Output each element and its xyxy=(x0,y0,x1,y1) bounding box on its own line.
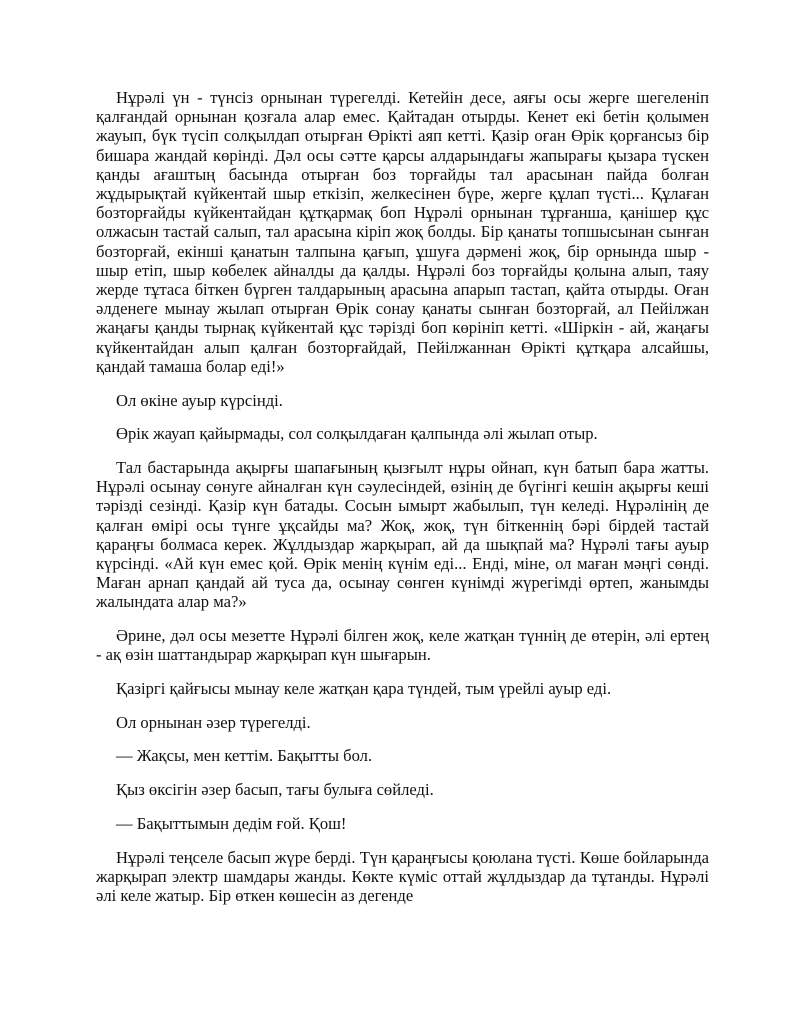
dialogue-line-1: — Жақсы, мен кеттім. Бақытты бол. xyxy=(116,746,373,766)
paragraph-5: Әрине, дәл осы мезетте Нұрәлі білген жоқ, келе жатқан түннің де өтерін, әлі ертең - ақ өзін шаттандырар жарқырап күн шығарын. xyxy=(96,626,709,665)
paragraph-9: Қыз өксігін әзер басып, тағы булыға сөйледі. xyxy=(116,780,434,800)
paragraph-3: Өрік жауап қайырмады, сол солқылдаған қалпында әлі жылап отыр. xyxy=(116,424,598,444)
paragraph-2: Ол өкіне ауыр күрсінді. xyxy=(116,390,283,410)
paragraph-6: Қазіргі қайғысы мынау келе жатқан қара түндей, тым үрейлі ауыр еді. xyxy=(116,678,612,698)
paragraph-11: Нұрәлі теңселе басып жүре берді. Түн қараңғысы қоюлана түсті. Көше бойларында жарқырап электр шамдары жанды. Көкте күміс оттай жұлдыздар да тұтанды. Нұрәлі әлі келе жатыр. Бір өткен көшесін аз дегенде xyxy=(96,847,709,905)
paragraph-1: Нұрәлі үн - түнсіз орнынан түрегелді. Кетейін десе, аяғы осы жерге шегеленіп қалғандай орнынан қозғала алар емес. Қайтадан отырды. Кенет екі бетін қолымен жауып, бүк түсіп солқылдап отырған Өрікті аяп кетті. Қазір оған Өрік қорғансыз бір бишара жандай көрінді. Дәл осы сәтте қарсы алдарындағы жапырағы қызара түскен қанды ағаштың басында отырған боз торғайды тал арасынан пайда болған жұдырықтай күйкентай шыр еткізіп, желкесінен бүре, жерге құлап түсті... Құлаған бозторғайды күйкентайдан құтқармақ боп Нұрәлі орнынан тұрғанша, қанішер құс олжасын тастай салып, тал арасына кіріп жоқ болды. Бір қанаты топшысынан сынған бозторғай, екінші қанатын талпына қағып, ұшуға дәрмені жоқ, бір орнында шыр - шыр етіп, шыр көбелек айналды да қалды. Нұрәлі боз торғайды қолына алып, таяу жерде тұтаса біткен бүрген талдарының арасына апарып тастап, қайта отырды. Оған әлденеге мынау жылап отырған Өрік сонау қанаты сынған бозторғай, ал Пейілжан жаңағы қанды тырнақ күйкентай құс тәрізді боп көрініп кетті. «Шіркін - ай, жаңағы күйкентайдан алып қалған бозторғайдай, Пейілжаннан Өрікті құтқара алсайшы, қандай тамаша болар еді!» xyxy=(96,88,709,376)
dialogue-line-2: — Бақыттымын дедім ғой. Қош! xyxy=(116,813,347,833)
document-page xyxy=(96,88,709,920)
paragraph-7: Ол орнынан әзер түрегелді. xyxy=(116,712,311,732)
paragraph-4: Тал бастарында ақырғы шапағының қызғылт нұры ойнап, күн батып бара жатты. Нұрәлі осынау сөнуге айналған күн сәулесіндей, өзінің де бүгінгі кешін ақырғы кеші тәрізді сезінді. Қазір күн батады. Сосын ымырт жабылып, түн келеді. Нұрәлінің де қалған өмірі осы түнге ұқсайды ма? Жоқ, жоқ, түн біткеннің бәрі бірдей тастай қараңғы болмаса керек. Жұлдыздар жарқырап, ай да шықпай ма? Нұрәлі тағы ауыр күрсінді. «Ай күн емес қой. Өрік менің күнім еді... Енді, міне, ол маған мәңгі сөнді. Маған арнап қандай ай туса да, осынау сөнген күнімді жүрегімді өртеп, жанымды жалындата алар ма?» xyxy=(96,457,709,612)
